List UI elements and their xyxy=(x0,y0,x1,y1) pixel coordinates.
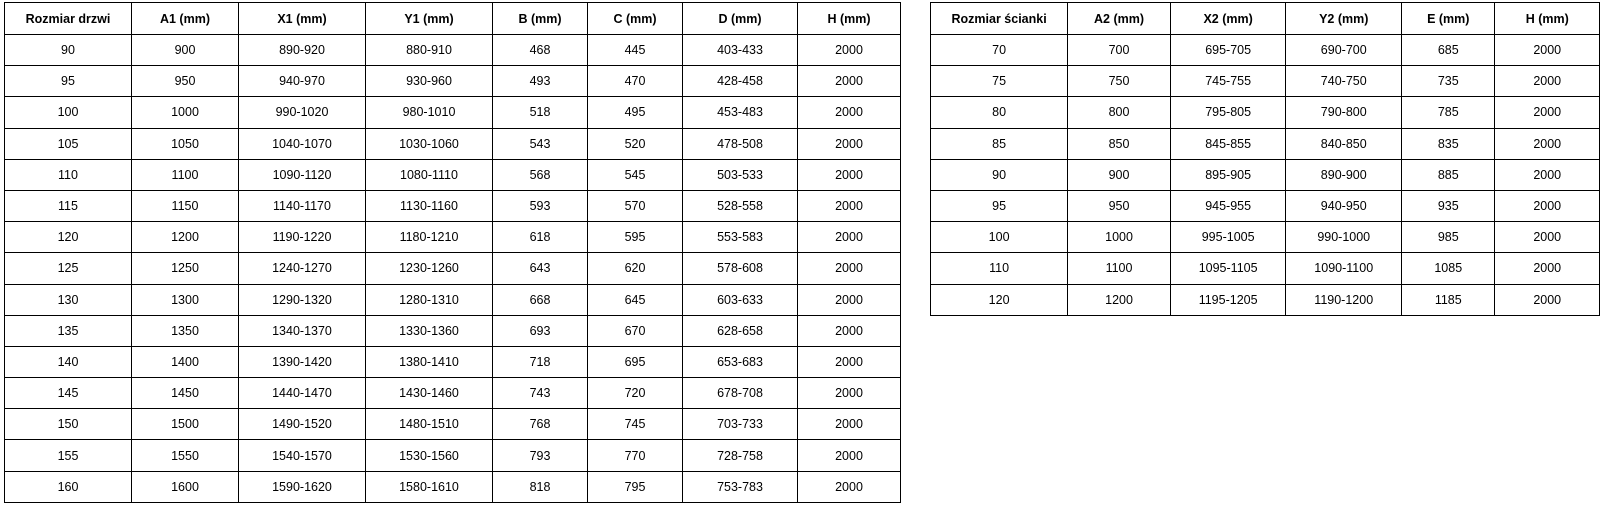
table-cell: 735 xyxy=(1402,66,1495,97)
table-cell: 470 xyxy=(588,66,683,97)
table-cell: 2000 xyxy=(798,66,901,97)
table-cell: 2000 xyxy=(1495,222,1600,253)
table-cell: 743 xyxy=(493,378,588,409)
table-row xyxy=(931,66,1600,97)
table-cell: 700 xyxy=(1068,35,1171,66)
table-cell: 980-1010 xyxy=(366,97,493,128)
table-cell: 90 xyxy=(931,159,1068,190)
table-cell: 818 xyxy=(493,471,588,502)
table-cell: 70 xyxy=(931,35,1068,66)
table-cell: 1250 xyxy=(132,253,239,284)
table-cell: 728-758 xyxy=(683,440,798,471)
wall-size-table xyxy=(930,2,1600,316)
table-cell: 2000 xyxy=(798,35,901,66)
column-header: X2 (mm) xyxy=(1170,3,1286,35)
table-cell: 2000 xyxy=(1495,253,1600,284)
table-row xyxy=(5,409,901,440)
table-cell: 1100 xyxy=(132,159,239,190)
table-row xyxy=(5,253,901,284)
column-header: Rozmiar drzwi xyxy=(5,3,132,35)
table-cell: 2000 xyxy=(798,315,901,346)
table-cell: 745 xyxy=(588,409,683,440)
table-row xyxy=(5,378,901,409)
table-cell: 795 xyxy=(588,471,683,502)
table-cell: 1280-1310 xyxy=(366,284,493,315)
table-cell: 543 xyxy=(493,128,588,159)
table-cell: 850 xyxy=(1068,128,1171,159)
table-cell: 578-608 xyxy=(683,253,798,284)
table-cell: 2000 xyxy=(1495,190,1600,221)
column-header: A2 (mm) xyxy=(1068,3,1171,35)
table-cell: 120 xyxy=(5,222,132,253)
column-header: X1 (mm) xyxy=(239,3,366,35)
table-cell: 620 xyxy=(588,253,683,284)
table-row xyxy=(5,35,901,66)
table-cell: 570 xyxy=(588,190,683,221)
table-cell: 1580-1610 xyxy=(366,471,493,502)
table-cell: 768 xyxy=(493,409,588,440)
table-cell: 150 xyxy=(5,409,132,440)
table-cell: 160 xyxy=(5,471,132,502)
table-cell: 2000 xyxy=(798,222,901,253)
column-header: Rozmiar ścianki xyxy=(931,3,1068,35)
table-cell: 628-658 xyxy=(683,315,798,346)
table-cell: 1450 xyxy=(132,378,239,409)
table-cell: 2000 xyxy=(798,159,901,190)
table-cell: 2000 xyxy=(798,409,901,440)
table-row xyxy=(931,253,1600,284)
table-row xyxy=(5,97,901,128)
table-cell: 2000 xyxy=(798,253,901,284)
table-cell: 750 xyxy=(1068,66,1171,97)
table-row xyxy=(5,190,901,221)
column-header: E (mm) xyxy=(1402,3,1495,35)
table-cell: 890-900 xyxy=(1286,159,1402,190)
column-header: Y2 (mm) xyxy=(1286,3,1402,35)
table-cell: 1590-1620 xyxy=(239,471,366,502)
table-cell: 1290-1320 xyxy=(239,284,366,315)
table-cell: 685 xyxy=(1402,35,1495,66)
table-cell: 990-1020 xyxy=(239,97,366,128)
table-cell: 695 xyxy=(588,346,683,377)
table-cell: 1530-1560 xyxy=(366,440,493,471)
table-header-row xyxy=(5,3,901,35)
door-size-table xyxy=(4,2,901,503)
table-cell: 1190-1200 xyxy=(1286,284,1402,315)
table-cell: 145 xyxy=(5,378,132,409)
column-header: C (mm) xyxy=(588,3,683,35)
table-cell: 1030-1060 xyxy=(366,128,493,159)
table-cell: 1150 xyxy=(132,190,239,221)
table-cell: 520 xyxy=(588,128,683,159)
table-cell: 895-905 xyxy=(1170,159,1286,190)
table-cell: 1180-1210 xyxy=(366,222,493,253)
table-cell: 2000 xyxy=(1495,128,1600,159)
table-cell: 1550 xyxy=(132,440,239,471)
table-cell: 653-683 xyxy=(683,346,798,377)
table-cell: 568 xyxy=(493,159,588,190)
table-cell: 690-700 xyxy=(1286,35,1402,66)
table-cell: 718 xyxy=(493,346,588,377)
table-cell: 2000 xyxy=(798,284,901,315)
column-header: H (mm) xyxy=(1495,3,1600,35)
table-cell: 2000 xyxy=(798,97,901,128)
table-cell: 900 xyxy=(1068,159,1171,190)
table-cell: 795-805 xyxy=(1170,97,1286,128)
table-cell: 428-458 xyxy=(683,66,798,97)
table-cell: 940-970 xyxy=(239,66,366,97)
table-cell: 1200 xyxy=(1068,284,1171,315)
wall-table-head xyxy=(931,3,1600,35)
table-cell: 800 xyxy=(1068,97,1171,128)
table-header-row xyxy=(931,3,1600,35)
table-row xyxy=(5,471,901,502)
wall-size-table-container xyxy=(930,2,1600,316)
table-cell: 740-750 xyxy=(1286,66,1402,97)
table-cell: 403-433 xyxy=(683,35,798,66)
table-cell: 110 xyxy=(5,159,132,190)
table-cell: 1300 xyxy=(132,284,239,315)
table-row xyxy=(5,284,901,315)
table-row xyxy=(5,222,901,253)
table-cell: 1190-1220 xyxy=(239,222,366,253)
table-cell: 545 xyxy=(588,159,683,190)
table-cell: 950 xyxy=(1068,190,1171,221)
table-cell: 835 xyxy=(1402,128,1495,159)
table-cell: 1185 xyxy=(1402,284,1495,315)
table-cell: 1350 xyxy=(132,315,239,346)
table-cell: 720 xyxy=(588,378,683,409)
table-cell: 110 xyxy=(931,253,1068,284)
table-cell: 1230-1260 xyxy=(366,253,493,284)
table-cell: 900 xyxy=(132,35,239,66)
column-header: B (mm) xyxy=(493,3,588,35)
table-cell: 1085 xyxy=(1402,253,1495,284)
column-header: A1 (mm) xyxy=(132,3,239,35)
table-cell: 2000 xyxy=(1495,159,1600,190)
table-row xyxy=(5,159,901,190)
table-cell: 880-910 xyxy=(366,35,493,66)
column-header: Y1 (mm) xyxy=(366,3,493,35)
table-cell: 1400 xyxy=(132,346,239,377)
table-cell: 930-960 xyxy=(366,66,493,97)
table-row xyxy=(931,128,1600,159)
table-cell: 1050 xyxy=(132,128,239,159)
table-cell: 120 xyxy=(931,284,1068,315)
table-cell: 1330-1360 xyxy=(366,315,493,346)
table-row xyxy=(931,97,1600,128)
table-cell: 670 xyxy=(588,315,683,346)
table-cell: 785 xyxy=(1402,97,1495,128)
table-cell: 695-705 xyxy=(1170,35,1286,66)
table-row xyxy=(5,440,901,471)
table-cell: 595 xyxy=(588,222,683,253)
table-cell: 1090-1120 xyxy=(239,159,366,190)
table-cell: 518 xyxy=(493,97,588,128)
table-cell: 840-850 xyxy=(1286,128,1402,159)
table-cell: 1130-1160 xyxy=(366,190,493,221)
table-cell: 693 xyxy=(493,315,588,346)
table-cell: 990-1000 xyxy=(1286,222,1402,253)
table-cell: 770 xyxy=(588,440,683,471)
table-cell: 945-955 xyxy=(1170,190,1286,221)
table-cell: 453-483 xyxy=(683,97,798,128)
table-cell: 503-533 xyxy=(683,159,798,190)
table-cell: 468 xyxy=(493,35,588,66)
table-cell: 478-508 xyxy=(683,128,798,159)
table-cell: 2000 xyxy=(1495,97,1600,128)
table-cell: 135 xyxy=(5,315,132,346)
table-cell: 100 xyxy=(931,222,1068,253)
table-cell: 1200 xyxy=(132,222,239,253)
table-cell: 845-855 xyxy=(1170,128,1286,159)
table-cell: 115 xyxy=(5,190,132,221)
table-cell: 1340-1370 xyxy=(239,315,366,346)
table-cell: 1600 xyxy=(132,471,239,502)
table-row xyxy=(931,222,1600,253)
table-row xyxy=(931,35,1600,66)
table-cell: 2000 xyxy=(798,440,901,471)
table-cell: 1040-1070 xyxy=(239,128,366,159)
table-cell: 890-920 xyxy=(239,35,366,66)
door-table-body xyxy=(5,35,901,503)
table-cell: 1080-1110 xyxy=(366,159,493,190)
table-cell: 1000 xyxy=(1068,222,1171,253)
table-cell: 495 xyxy=(588,97,683,128)
table-cell: 105 xyxy=(5,128,132,159)
table-cell: 95 xyxy=(931,190,1068,221)
table-cell: 2000 xyxy=(1495,66,1600,97)
table-cell: 1540-1570 xyxy=(239,440,366,471)
table-cell: 985 xyxy=(1402,222,1495,253)
table-cell: 678-708 xyxy=(683,378,798,409)
table-cell: 703-733 xyxy=(683,409,798,440)
table-cell: 155 xyxy=(5,440,132,471)
column-header: D (mm) xyxy=(683,3,798,35)
table-cell: 950 xyxy=(132,66,239,97)
table-row xyxy=(931,190,1600,221)
table-cell: 100 xyxy=(5,97,132,128)
table-cell: 553-583 xyxy=(683,222,798,253)
table-cell: 2000 xyxy=(1495,35,1600,66)
table-cell: 528-558 xyxy=(683,190,798,221)
table-cell: 85 xyxy=(931,128,1068,159)
table-cell: 995-1005 xyxy=(1170,222,1286,253)
table-cell: 90 xyxy=(5,35,132,66)
table-cell: 80 xyxy=(931,97,1068,128)
table-cell: 2000 xyxy=(798,471,901,502)
table-cell: 2000 xyxy=(1495,284,1600,315)
table-cell: 95 xyxy=(5,66,132,97)
table-cell: 1195-1205 xyxy=(1170,284,1286,315)
table-cell: 1440-1470 xyxy=(239,378,366,409)
wall-table-body xyxy=(931,35,1600,316)
table-cell: 130 xyxy=(5,284,132,315)
table-row xyxy=(931,284,1600,315)
table-cell: 1140-1170 xyxy=(239,190,366,221)
table-cell: 668 xyxy=(493,284,588,315)
table-cell: 645 xyxy=(588,284,683,315)
table-row xyxy=(5,315,901,346)
table-row xyxy=(5,346,901,377)
table-cell: 1090-1100 xyxy=(1286,253,1402,284)
column-header: H (mm) xyxy=(798,3,901,35)
table-cell: 2000 xyxy=(798,346,901,377)
table-cell: 1480-1510 xyxy=(366,409,493,440)
table-cell: 1380-1410 xyxy=(366,346,493,377)
table-cell: 885 xyxy=(1402,159,1495,190)
table-cell: 2000 xyxy=(798,378,901,409)
table-cell: 753-783 xyxy=(683,471,798,502)
table-row xyxy=(931,159,1600,190)
table-cell: 593 xyxy=(493,190,588,221)
table-cell: 790-800 xyxy=(1286,97,1402,128)
table-cell: 940-950 xyxy=(1286,190,1402,221)
table-cell: 618 xyxy=(493,222,588,253)
table-cell: 75 xyxy=(931,66,1068,97)
table-row xyxy=(5,66,901,97)
table-cell: 745-755 xyxy=(1170,66,1286,97)
door-table-head xyxy=(5,3,901,35)
table-cell: 1240-1270 xyxy=(239,253,366,284)
table-row xyxy=(5,128,901,159)
table-cell: 1490-1520 xyxy=(239,409,366,440)
table-cell: 793 xyxy=(493,440,588,471)
table-cell: 140 xyxy=(5,346,132,377)
table-cell: 493 xyxy=(493,66,588,97)
door-size-table-container xyxy=(4,2,901,503)
table-cell: 1500 xyxy=(132,409,239,440)
table-cell: 1100 xyxy=(1068,253,1171,284)
table-cell: 125 xyxy=(5,253,132,284)
table-cell: 1390-1420 xyxy=(239,346,366,377)
table-cell: 935 xyxy=(1402,190,1495,221)
table-cell: 2000 xyxy=(798,190,901,221)
table-cell: 1430-1460 xyxy=(366,378,493,409)
table-cell: 1000 xyxy=(132,97,239,128)
table-cell: 1095-1105 xyxy=(1170,253,1286,284)
table-cell: 643 xyxy=(493,253,588,284)
table-cell: 445 xyxy=(588,35,683,66)
table-cell: 603-633 xyxy=(683,284,798,315)
table-cell: 2000 xyxy=(798,128,901,159)
